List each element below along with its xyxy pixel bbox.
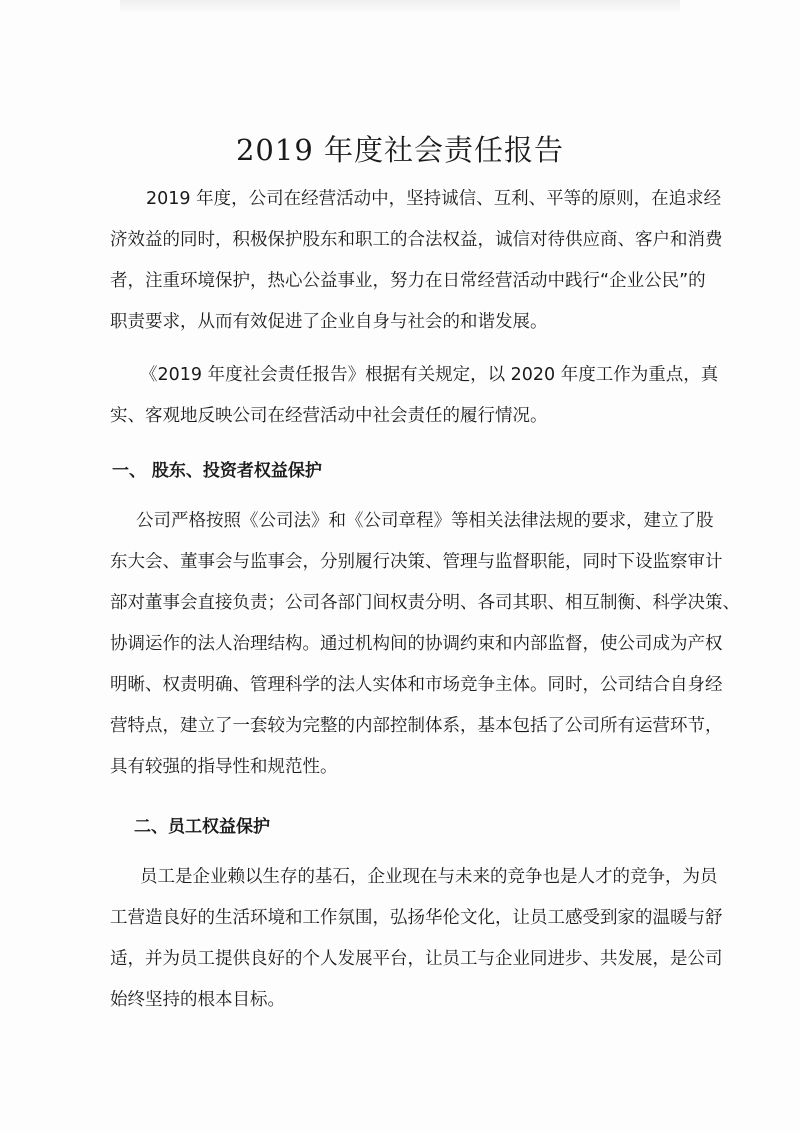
text-line: 营特点，建立了一套较为完整的内部控制体系，基本包括了公司所有运营环节，	[110, 716, 723, 736]
page-title: 2019 年度社会责任报告	[235, 133, 565, 167]
text-line: 公司严格按照《公司法》和《公司章程》等相关法律法规的要求，建立了股	[136, 511, 714, 531]
scan-artifact	[120, 0, 680, 14]
text-line: 员工是企业赖以生存的基石，企业现在与未来的竞争也是人才的竞争，为员	[140, 867, 718, 887]
section-heading-shareholders: 一、 股东、投资者权益保护	[112, 461, 322, 481]
text-line: 部对董事会直接负责；公司各部门间权责分明、各司其职、相互制衡、科学决策、	[110, 593, 740, 613]
paragraph-intro	[110, 179, 723, 343]
text-line: 始终坚持的根本目标。	[110, 990, 285, 1010]
text-line: 者，注重环境保护，热心公益事业，努力在日常经营活动中践行“企业公民”的	[110, 271, 706, 291]
text-line: 2019 年度，公司在经营活动中，坚持诚信、互利、平等的原则，在追求经	[146, 189, 722, 209]
text-line: 实、客观地反映公司在经营活动中社会责任的履行情况。	[110, 406, 548, 426]
text-line: 明晰、权责明确、管理科学的法人实体和市场竞争主体。同时，公司结合自身经	[110, 675, 723, 695]
section-heading-employees: 二、员工权益保护	[134, 817, 270, 837]
text-line: 适，并为员工提供良好的个人发展平台，让员工与企业同进步、共发展，是公司	[110, 949, 723, 969]
text-line: 工营造良好的生活环境和工作氛围，弘扬华伦文化，让员工感受到家的温暖与舒	[110, 908, 723, 928]
text-line: 职责要求，从而有效促进了企业自身与社会的和谐发展。	[110, 312, 548, 332]
text-line: 济效益的同时，积极保护股东和职工的合法权益，诚信对待供应商、客户和消费	[110, 230, 723, 250]
paragraph-shareholders	[110, 501, 740, 788]
paragraph-employees	[110, 857, 723, 1021]
paragraph-scope	[110, 355, 719, 437]
text-line: 《2019 年度社会责任报告》根据有关规定，以 2020 年度工作为重点，真	[140, 365, 719, 385]
text-line: 协调运作的法人治理结构。通过机构间的协调约束和内部监督，使公司成为产权	[110, 634, 723, 654]
text-line: 具有较强的指导性和规范性。	[110, 757, 338, 777]
text-line: 东大会、董事会与监事会，分别履行决策、管理与监督职能，同时下设监察审计	[110, 552, 723, 572]
